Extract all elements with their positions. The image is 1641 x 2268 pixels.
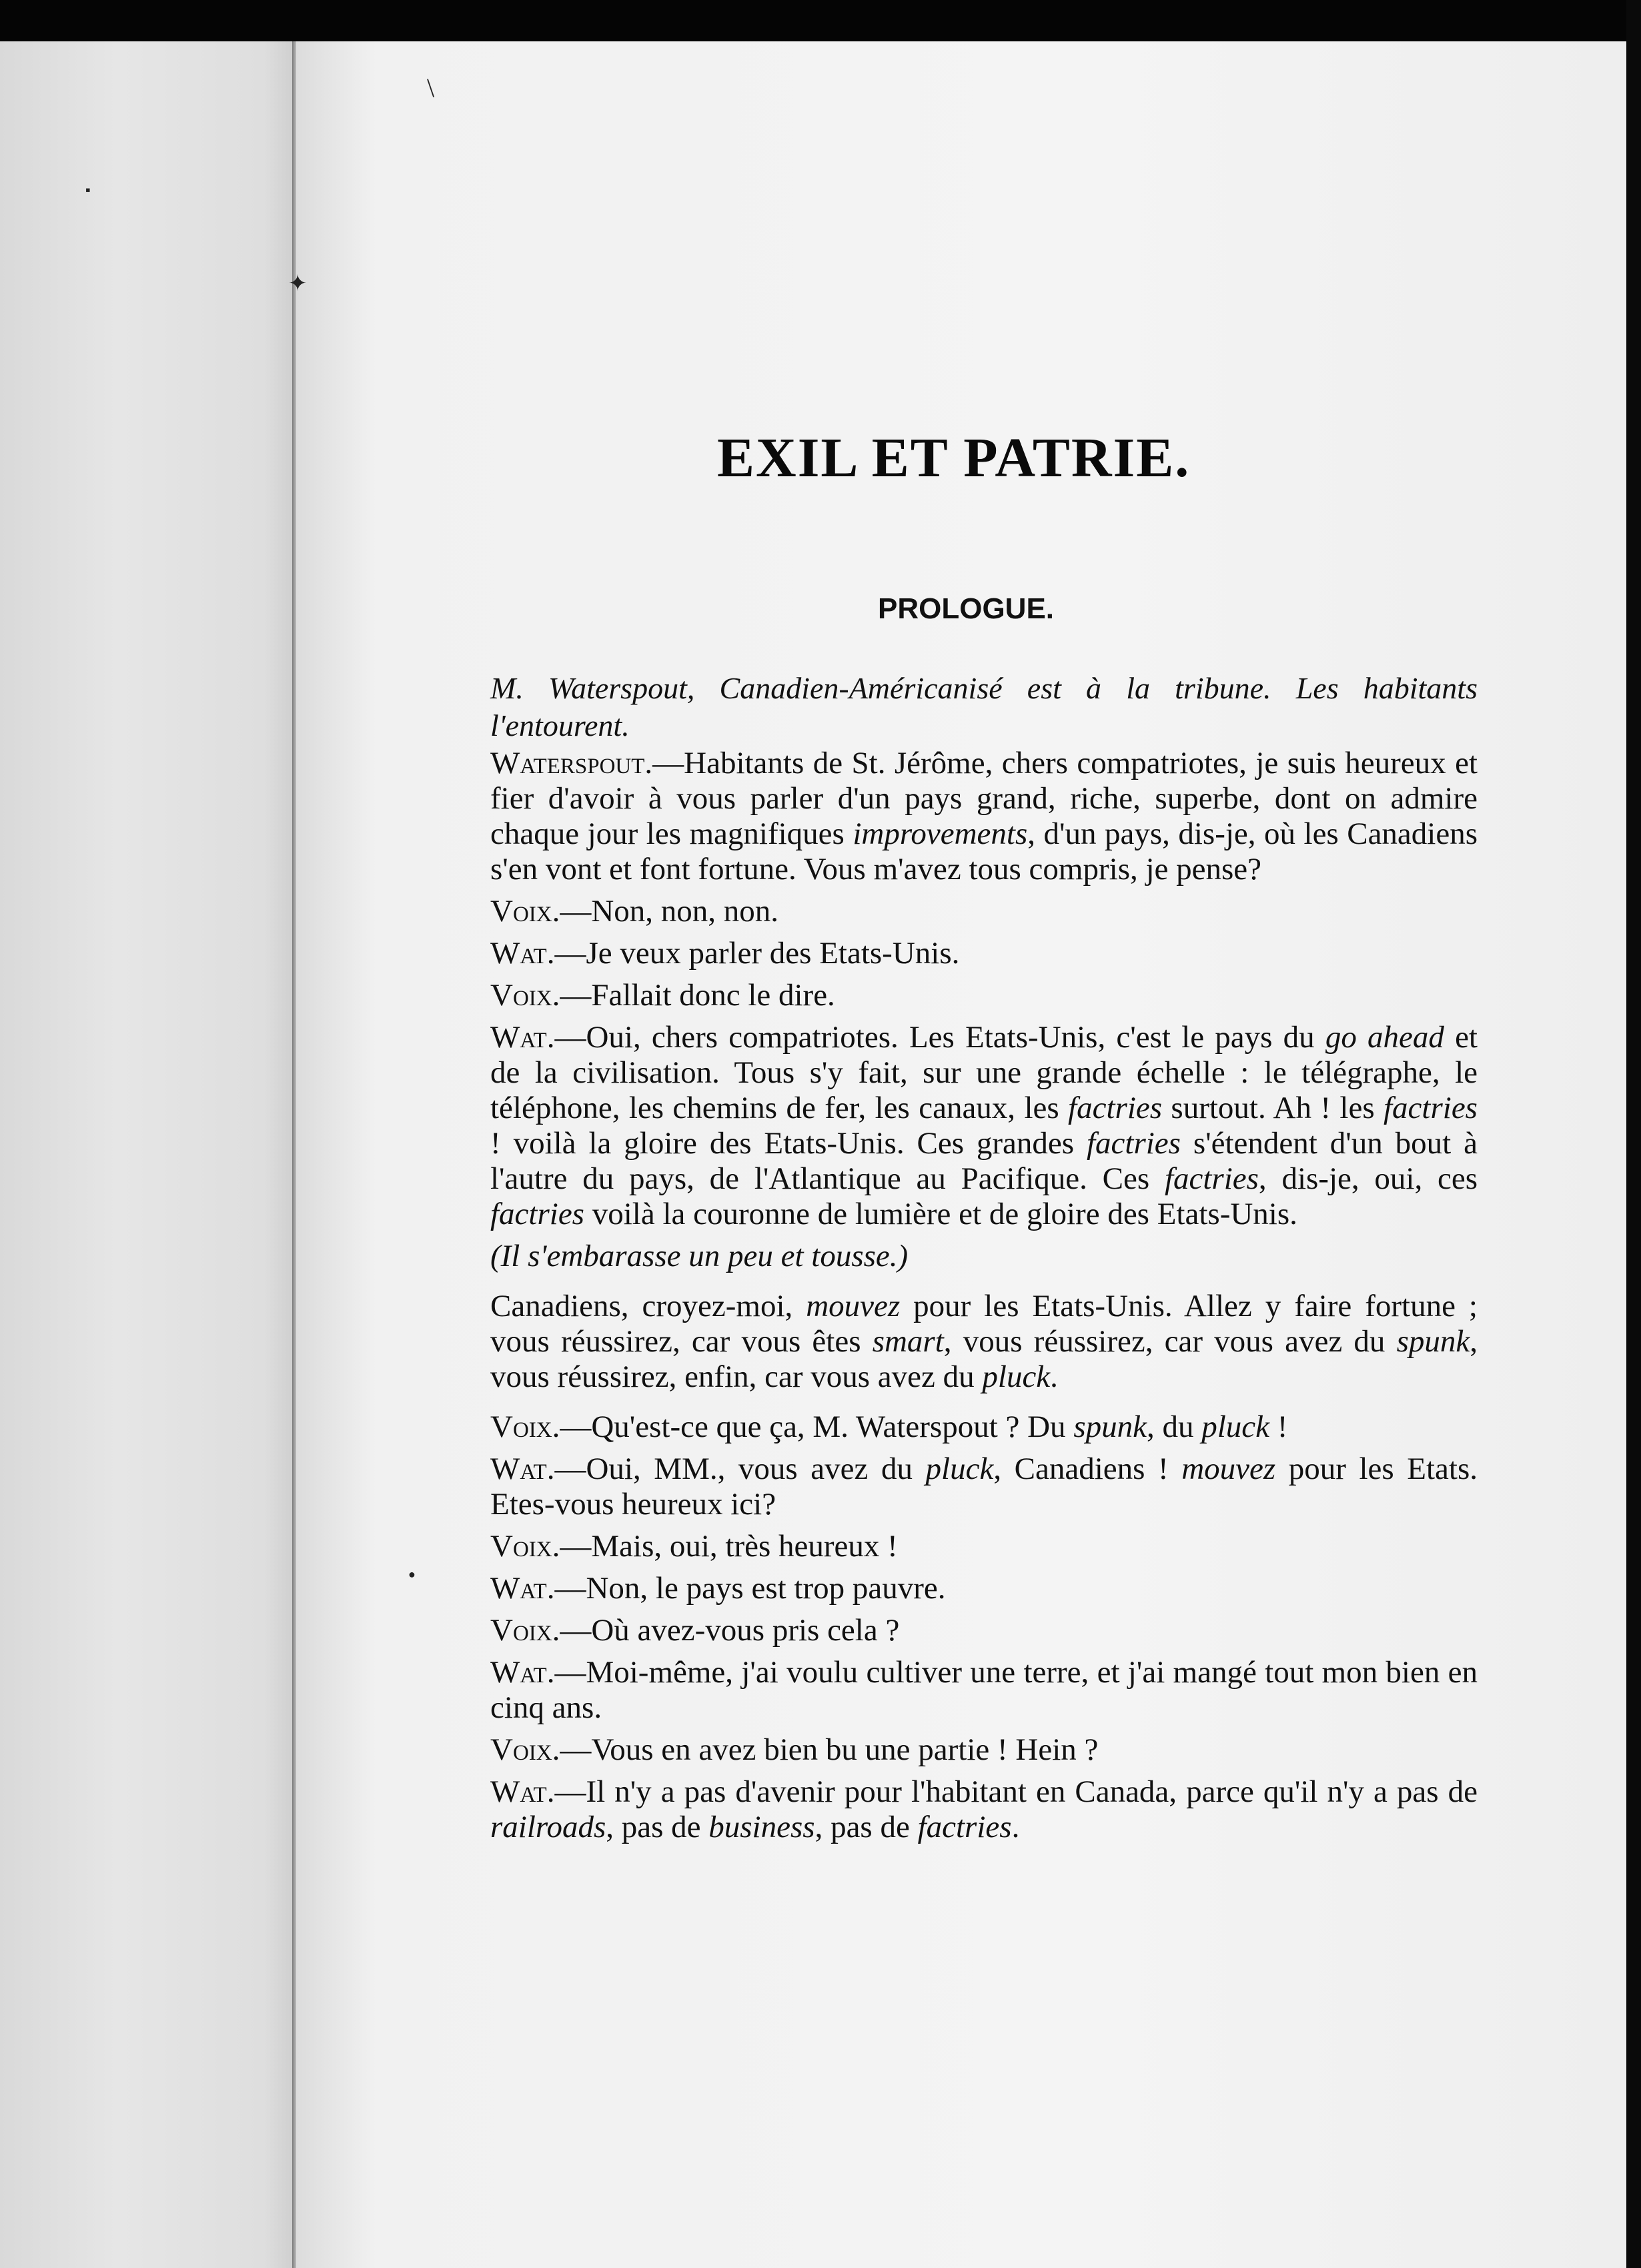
speaker-label: Wat. — [490, 1452, 555, 1486]
speech-paragraph: Voix.—Vous en avez bien bu une partie ! Hein ? — [490, 1732, 1099, 1767]
scan-top-border — [0, 0, 1641, 41]
stray-mark: \ — [427, 73, 435, 103]
page-title: EXIL ET PATRIE. — [717, 427, 1191, 489]
speaker-label: Voix. — [490, 1529, 560, 1564]
speech-paragraph: Voix.—Mais, oui, très heureux ! — [490, 1529, 898, 1564]
scan-right-border — [1626, 0, 1641, 2268]
speech-paragraph: Canadiens, croyez-moi, mouvez pour les Etats-Unis. Allez y faire fortune ; vous réussirez, car vous êtes smart, vous réussirez, car vous avez du spunk, vous réussirez, enfin, car vous avez du pluck. — [490, 1289, 1478, 1394]
speech-paragraph: Wat.—Non, le pays est trop pauvre. — [490, 1571, 946, 1606]
speech-paragraph: Wat.—Il n'y a pas d'avenir pour l'habitant en Canada, parce qu'il n'y a pas de railroads, pas de business, pas de factries. — [490, 1774, 1478, 1844]
speaker-label: Voix. — [490, 1732, 560, 1767]
speech-paragraph: Waterspout.—Habitants de St. Jérôme, chers compatriotes, je suis heureux et fier d'avoir à vous parler d'un pays grand, riche, superbe, dont on admire chaque jour les magnifiques improvements, d'un pays, dis-je, où les Canadiens s'en vont et font fortune. Vous m'avez tous compris, je pense? — [490, 746, 1478, 887]
dialogue — [490, 746, 1478, 1845]
speaker-label: Voix. — [490, 1409, 560, 1444]
speaker-label: Wat. — [490, 936, 555, 971]
binding-mark: ✦ — [288, 271, 308, 296]
speech-paragraph: Wat.—Je veux parler des Etats-Unis. — [490, 936, 960, 971]
speech-paragraph: Voix.—Où avez-vous pris cela ? — [490, 1613, 900, 1648]
speaker-label: Waterspout. — [490, 746, 653, 780]
speaker-label: Voix. — [490, 1613, 560, 1648]
stage-direction-inline: (Il s'embarasse un peu et tousse.) — [490, 1239, 909, 1273]
dust-mark: ▪ — [85, 181, 91, 198]
facing-page — [0, 41, 294, 2268]
speaker-label: Voix. — [490, 894, 560, 929]
speech-paragraph: Voix.—Qu'est-ce que ça, M. Waterspout ? Du spunk, du pluck ! — [490, 1409, 1288, 1444]
stage-direction: M. Waterspout, Canadien-Américanisé est à la tribune. Les habitants l'entourent. — [490, 671, 1478, 742]
dust-mark: ● — [408, 1568, 416, 1581]
speaker-label: Wat. — [490, 1571, 555, 1606]
speaker-label: Wat. — [490, 1655, 555, 1690]
speaker-label: Voix. — [490, 978, 560, 1013]
speech-paragraph: Wat.—Moi-même, j'ai voulu cultiver une terre, et j'ai mangé tout mon bien en cinq ans. — [490, 1655, 1478, 1725]
speech-paragraph: Voix.—Non, non, non. — [490, 894, 779, 929]
speech-paragraph: Wat.—Oui, MM., vous avez du pluck, Canadiens ! mouvez pour les Etats. Etes-vous heureux ici? — [490, 1452, 1478, 1522]
section-heading: PROLOGUE. — [878, 592, 1055, 625]
speaker-label: Wat. — [490, 1774, 555, 1809]
speaker-label: Wat. — [490, 1020, 555, 1055]
speech-paragraph: Wat.—Oui, chers compatriotes. Les Etats-Unis, c'est le pays du go ahead et de la civilisation. Tous s'y fait, sur une grande échelle : le télégraphe, le téléphone, les chemins de fer, les canaux, les factries surtout. Ah ! les factries ! voilà la gloire des Etats-Unis. Ces grandes factries s'étendent d'un bout à l'autre du pays, de l'Atlantique au Pacifique. Ces factries, dis-je, oui, ces factries voilà la couronne de lumière et de gloire des Etats-Unis. — [490, 1020, 1478, 1231]
speech-paragraph: Voix.—Fallait donc le dire. — [490, 978, 835, 1013]
